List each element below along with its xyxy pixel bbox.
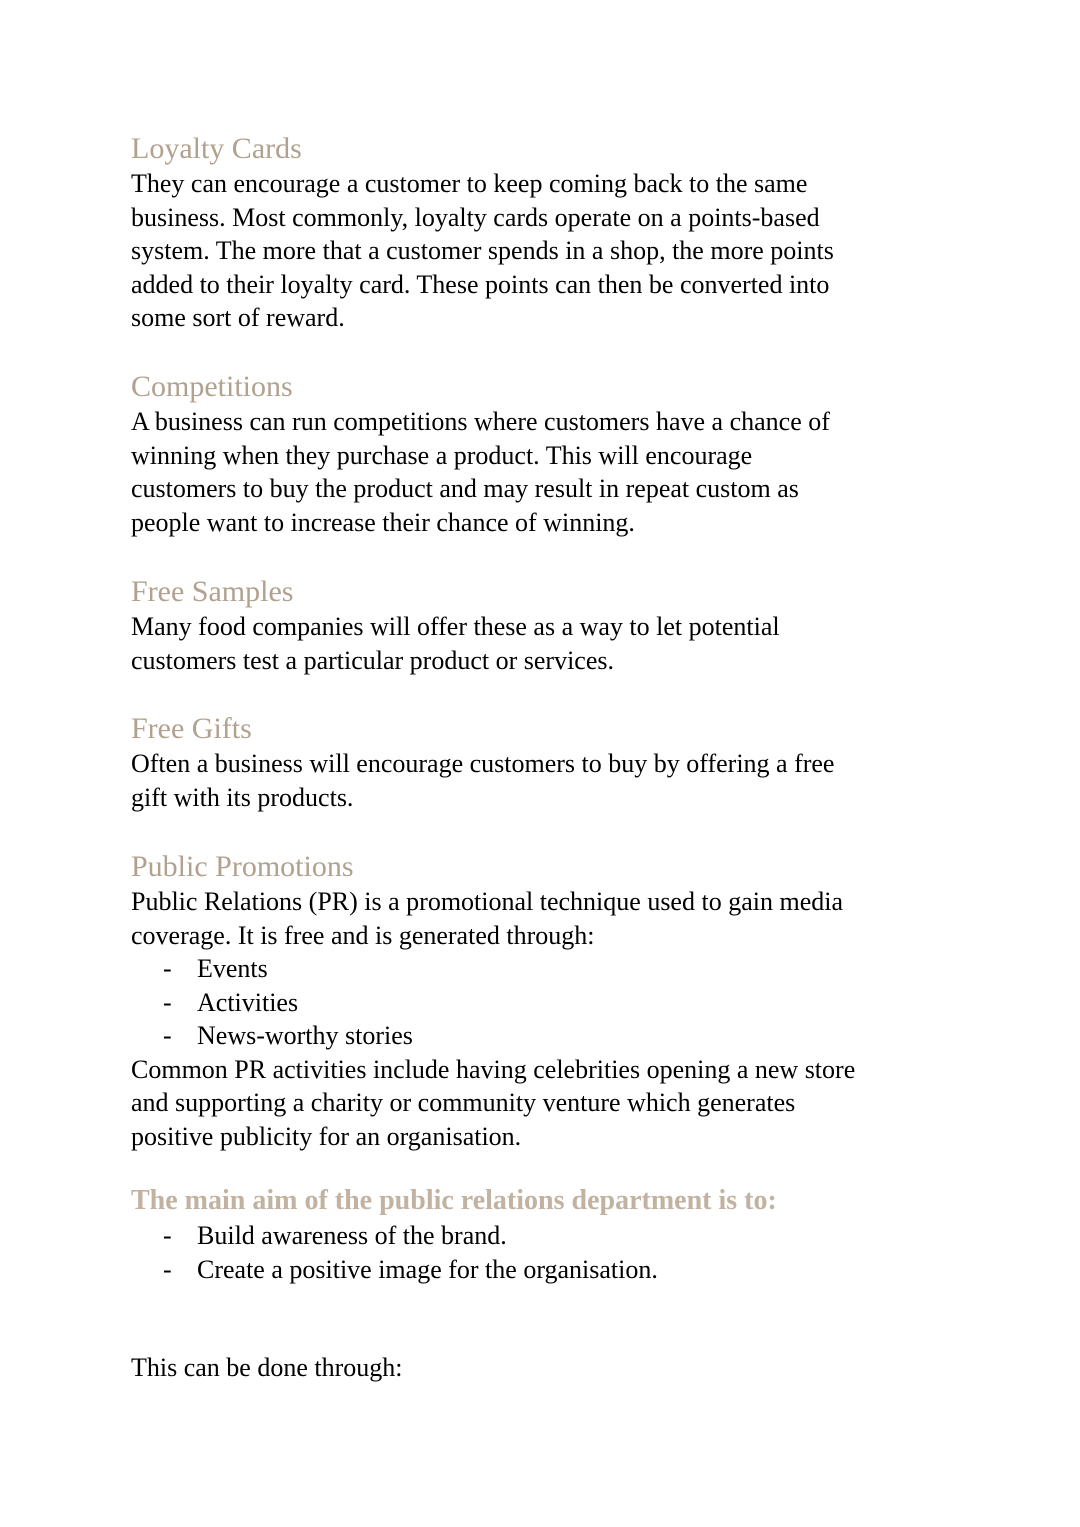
paragraph-line: Many food companies will offer these as a way to let potential bbox=[131, 612, 780, 641]
section-free-gifts bbox=[131, 711, 834, 814]
paragraph-line: positive publicity for an organisation. bbox=[131, 1121, 522, 1151]
bullet-list bbox=[131, 952, 855, 1053]
paragraph-line: some sort of reward. bbox=[131, 303, 345, 332]
paragraph-line: customers to buy the product and may result in repeat custom as bbox=[131, 474, 799, 503]
paragraph-line: A business can run competitions where customers have a chance of bbox=[131, 407, 830, 436]
list-item-text: News-worthy stories bbox=[197, 1021, 413, 1050]
list-item bbox=[131, 952, 855, 986]
bullet-dash: - bbox=[163, 1021, 172, 1050]
paragraph-line: Public Relations (PR) is a promotional technique used to gain media bbox=[131, 887, 843, 916]
section-closing bbox=[131, 1351, 403, 1385]
paragraph-line: Often a business will encourage customers to buy by offering a free bbox=[131, 749, 835, 778]
paragraph-line: business. Most commonly, loyalty cards operate on a points-based bbox=[131, 202, 820, 232]
bullet-dash: - bbox=[163, 954, 172, 983]
section-heading: Public Promotions bbox=[131, 850, 354, 883]
paragraph-line: people want to increase their chance of winning. bbox=[131, 507, 635, 537]
list-item bbox=[131, 1019, 855, 1053]
paragraph-line: winning when they purchase a product. This will encourage bbox=[131, 440, 753, 470]
aim-heading: The main aim of the public relations department is to: bbox=[131, 1185, 777, 1216]
section-heading: Loyalty Cards bbox=[131, 132, 302, 165]
paragraph-line: coverage. It is free and is generated through: bbox=[131, 920, 595, 950]
section-public-promotions bbox=[131, 849, 855, 1153]
section-heading: Free Samples bbox=[131, 575, 294, 608]
list-item-text: Build awareness of the brand. bbox=[197, 1221, 507, 1250]
bullet-list bbox=[131, 1219, 777, 1286]
section-pr-aims bbox=[131, 1183, 777, 1286]
paragraph-line: added to their loyalty card. These points can then be converted into bbox=[131, 269, 830, 299]
section-free-samples bbox=[131, 574, 780, 677]
list-item-text: Activities bbox=[197, 987, 299, 1017]
paragraph-line: customers test a particular product or services. bbox=[131, 645, 614, 675]
list-item bbox=[131, 1219, 777, 1253]
list-item bbox=[131, 986, 855, 1020]
bullet-dash: - bbox=[163, 1221, 172, 1250]
paragraph-line: gift with its products. bbox=[131, 782, 354, 812]
list-item-text: Events bbox=[197, 954, 268, 983]
section-competitions bbox=[131, 369, 830, 539]
bullet-dash: - bbox=[163, 1254, 172, 1284]
bullet-dash: - bbox=[163, 987, 172, 1017]
paragraph-line: Common PR activities include having celebrities opening a new store bbox=[131, 1054, 856, 1084]
section-heading: Free Gifts bbox=[131, 712, 252, 745]
closing-text: This can be done through: bbox=[131, 1353, 403, 1382]
section-loyalty-cards bbox=[131, 131, 834, 335]
section-heading: Competitions bbox=[131, 370, 293, 403]
paragraph-line: system. The more that a customer spends in a shop, the more points bbox=[131, 236, 834, 265]
paragraph-line: and supporting a charity or community venture which generates bbox=[131, 1088, 796, 1117]
paragraph-line: They can encourage a customer to keep coming back to the same bbox=[131, 169, 808, 198]
list-item-text: Create a positive image for the organisation. bbox=[197, 1254, 658, 1284]
list-item bbox=[131, 1253, 777, 1287]
